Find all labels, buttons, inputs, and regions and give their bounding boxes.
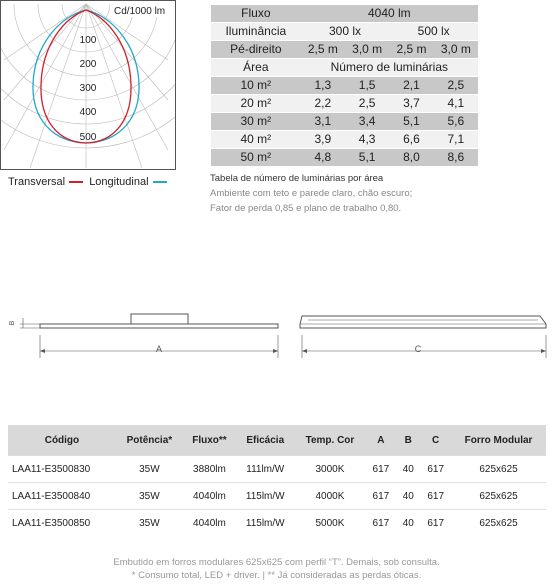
count-cell: 4,1 <box>434 95 478 112</box>
illuminance-label: Iluminância <box>211 23 301 40</box>
count-cell: 7,1 <box>434 131 478 148</box>
area-cell: 40 m² <box>211 131 301 148</box>
count-cell: 8,6 <box>434 149 478 166</box>
count-cell: 4,3 <box>345 131 389 148</box>
product-code: LAA11-E3500850 <box>8 510 116 537</box>
legend-longitudinal-label: Longitudinal <box>89 176 149 188</box>
count-cell: 5,6 <box>434 113 478 130</box>
product-color-temp: 4000K <box>294 483 365 510</box>
legend-longitudinal-line <box>153 181 167 183</box>
product-dim-c: 617 <box>420 456 451 483</box>
product-power: 35W <box>116 456 183 483</box>
dimension-label-a: A <box>155 344 163 354</box>
caption-line-2: Fator de perda 0,85 e plano de trabalho 0,80. <box>210 203 402 214</box>
product-color-temp: 5000K <box>294 510 365 537</box>
count-cell: 5,1 <box>389 113 433 130</box>
product-efficacy: 115lm/W <box>236 483 294 510</box>
flux-value: 4040 lm <box>301 5 478 22</box>
legend-transversal-line <box>69 181 83 183</box>
ring-label-500: 500 <box>79 132 97 143</box>
header-eficacia: Eficácia <box>236 425 294 456</box>
product-code: LAA11-E3500830 <box>8 456 116 483</box>
legend-transversal-label: Transversal <box>8 176 66 188</box>
table-row <box>211 95 478 112</box>
luminaire-count-table <box>211 4 478 167</box>
footnote-line-1: Embutido em forros modulares 625x625 com perfil “T”. Demais, sob consulta. <box>113 557 440 568</box>
table-row <box>211 113 478 130</box>
dimension-drawings <box>0 300 553 370</box>
product-dim-b: 40 <box>396 510 420 537</box>
product-color-temp: 3000K <box>294 456 365 483</box>
table-row <box>211 149 478 166</box>
count-cell: 5,1 <box>345 149 389 166</box>
product-dim-c: 617 <box>420 510 451 537</box>
area-cell: 50 m² <box>211 149 301 166</box>
table-row <box>8 510 546 537</box>
dimension-label-b: B <box>9 320 16 326</box>
polar-unit-label: Cd/1000 lm <box>114 6 166 17</box>
count-cell: 2,2 <box>301 95 345 112</box>
product-dim-a: 617 <box>365 483 396 510</box>
header-b: B <box>396 425 420 456</box>
product-dim-b: 40 <box>396 483 420 510</box>
count-cell: 3,9 <box>301 131 345 148</box>
count-cell: 6,6 <box>389 131 433 148</box>
ring-label-300: 300 <box>79 83 97 94</box>
product-efficacy: 111lm/W <box>236 456 294 483</box>
caption-title: Tabela de número de luminárias por área <box>210 173 384 184</box>
count-cell: 1,5 <box>345 77 389 94</box>
product-dim-b: 40 <box>396 456 420 483</box>
count-cell: 3,1 <box>301 113 345 130</box>
table-row <box>8 456 546 483</box>
header-a: A <box>365 425 396 456</box>
illuminance-300: 300 lx <box>301 23 390 40</box>
height-label: Pé-direito <box>211 41 301 58</box>
product-ceiling: 625x625 <box>451 510 546 537</box>
side-view-drawing <box>20 314 278 358</box>
area-header-row <box>211 59 478 76</box>
header-c: C <box>420 425 451 456</box>
polar-legend <box>8 176 170 188</box>
footnote-line-2: * Consumo total, LED + driver. | ** Já consideradas as perdas óticas. <box>131 570 422 581</box>
polar-diagram <box>0 0 176 170</box>
product-power: 35W <box>116 483 183 510</box>
ring-label-200: 200 <box>79 59 97 70</box>
product-dim-a: 617 <box>365 510 396 537</box>
height-value: 3,0 m <box>434 41 478 58</box>
count-cell: 2,5 <box>345 95 389 112</box>
table-row <box>8 483 546 510</box>
end-view-drawing <box>300 316 546 358</box>
flux-label: Fluxo <box>211 5 301 22</box>
header-codigo: Código <box>8 425 116 456</box>
product-code: LAA11-E3500840 <box>8 483 116 510</box>
count-cell: 1,3 <box>301 77 345 94</box>
area-cell: 20 m² <box>211 95 301 112</box>
product-flux: 4040lm <box>183 483 236 510</box>
product-efficacy: 115lm/W <box>236 510 294 537</box>
height-row <box>211 41 478 58</box>
product-dim-c: 617 <box>420 483 451 510</box>
area-label: Área <box>211 59 301 76</box>
product-flux: 3880lm <box>183 456 236 483</box>
count-cell: 3,4 <box>345 113 389 130</box>
product-power: 35W <box>116 510 183 537</box>
product-ceiling: 625x625 <box>451 483 546 510</box>
product-flux: 4040lm <box>183 510 236 537</box>
product-dim-a: 617 <box>365 456 396 483</box>
header-potencia: Potência* <box>116 425 183 456</box>
header-temp-cor: Temp. Cor <box>294 425 365 456</box>
header-forro-modular: Forro Modular <box>451 425 546 456</box>
count-cell: 2,1 <box>389 77 433 94</box>
count-cell: 4,8 <box>301 149 345 166</box>
caption-line-1: Ambiente com teto e parede claro, chão escuro; <box>210 188 413 199</box>
area-cell: 10 m² <box>211 77 301 94</box>
header-fluxo: Fluxo** <box>183 425 236 456</box>
height-value: 3,0 m <box>345 41 389 58</box>
dimension-label-c: C <box>414 344 422 354</box>
area-cell: 30 m² <box>211 113 301 130</box>
product-header-row <box>8 425 546 456</box>
count-cell: 3,7 <box>389 95 433 112</box>
count-label: Número de luminárias <box>301 59 478 76</box>
count-cell: 8,0 <box>389 149 433 166</box>
illuminance-row <box>211 23 478 40</box>
table-caption <box>210 171 412 216</box>
table-row <box>211 131 478 148</box>
height-value: 2,5 m <box>389 41 433 58</box>
illuminance-500: 500 lx <box>389 23 478 40</box>
footnote <box>0 556 553 582</box>
table-row <box>211 77 478 94</box>
flux-row <box>211 5 478 22</box>
product-ceiling: 625x625 <box>451 456 546 483</box>
ring-label-100: 100 <box>79 35 97 46</box>
ring-label-400: 400 <box>79 107 97 118</box>
product-table <box>8 425 546 536</box>
count-cell: 2,5 <box>434 77 478 94</box>
height-value: 2,5 m <box>301 41 345 58</box>
